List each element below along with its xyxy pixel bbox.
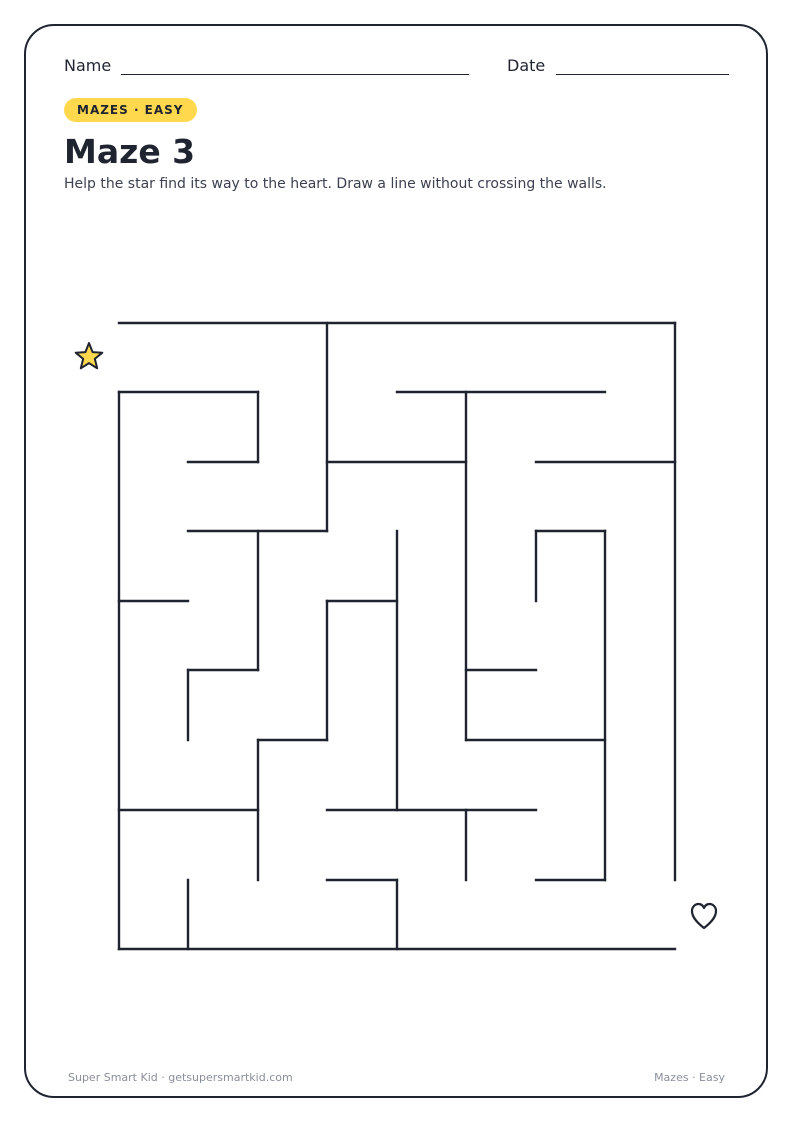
category-badge: MAZES · EASY xyxy=(64,98,197,122)
footer-category: Mazes · Easy xyxy=(654,1071,725,1084)
maze-walls xyxy=(119,323,675,949)
footer-site: Super Smart Kid · getsupersmartkid.com xyxy=(68,1071,293,1084)
heart-icon xyxy=(692,904,716,928)
star-icon xyxy=(76,343,103,368)
page-title: Maze 3 xyxy=(64,132,196,171)
date-label: Date xyxy=(507,56,546,75)
name-label: Name xyxy=(64,56,112,75)
instructions: Help the star find its way to the heart. Draw a line without crossing the walls. xyxy=(64,176,607,192)
